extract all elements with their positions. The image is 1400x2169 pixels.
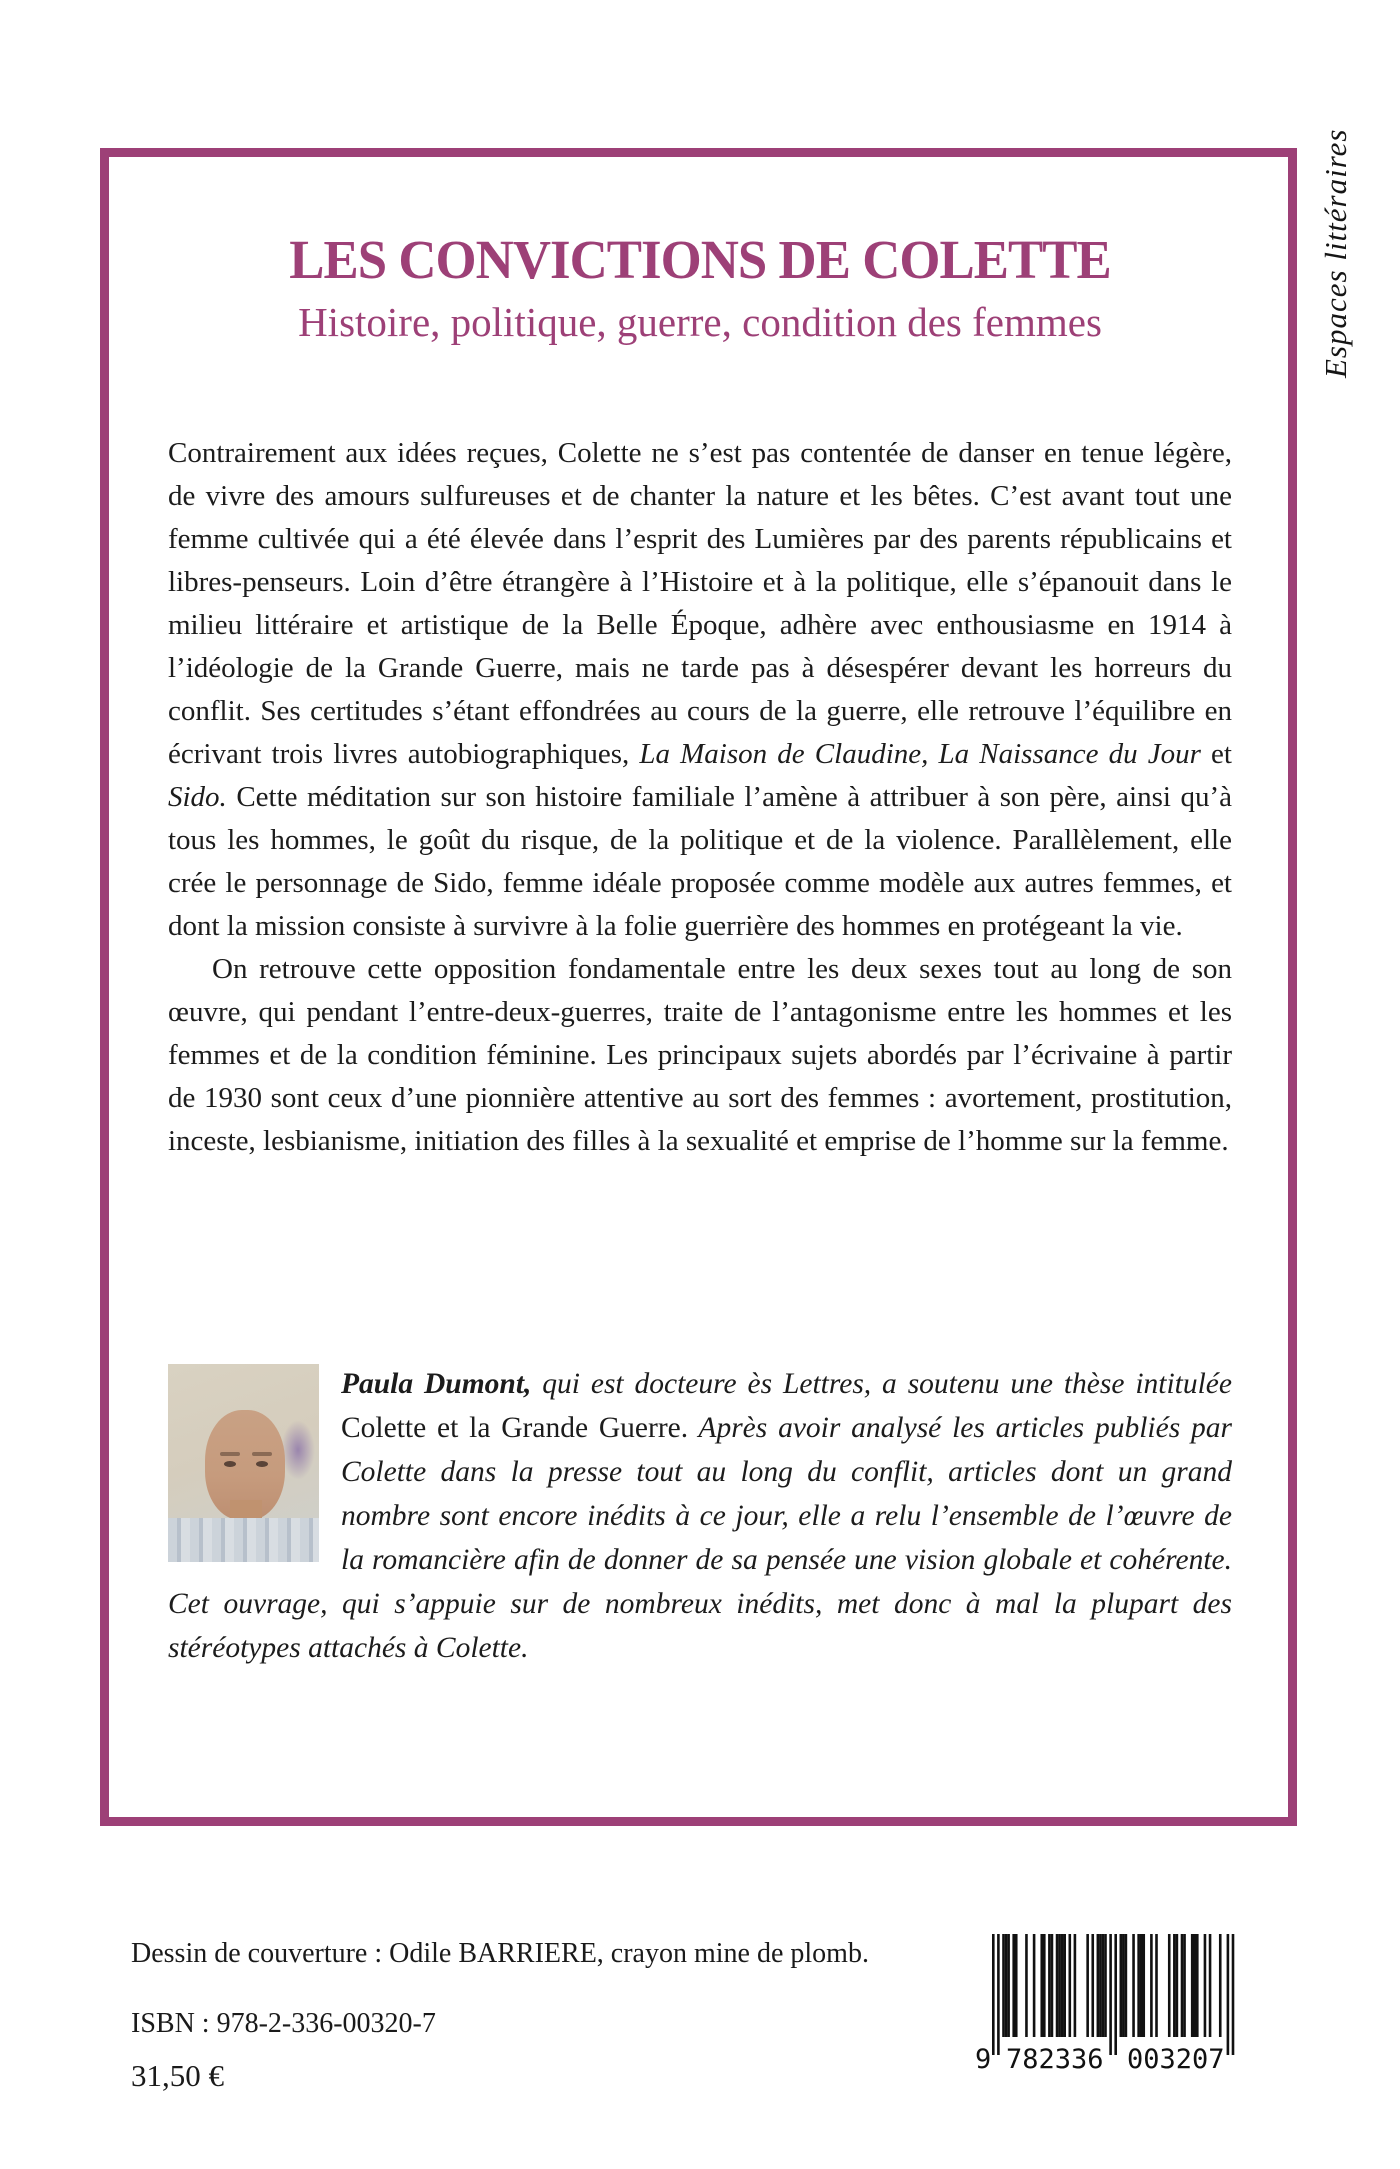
eye-shape <box>256 1461 268 1467</box>
barcode <box>975 1932 1241 2078</box>
barcode-digit-group: 003207 <box>1127 2044 1225 2075</box>
eye-shape <box>224 1461 236 1467</box>
synopsis-paragraph-1 <box>168 432 1232 948</box>
text-segment: Contrairement aux idées reçues, Colette ne s’est pas contentée de danser en tenue légère, de vivre des amours sulfureuses et de chanter la nature et les bêtes. C’est avant tout une femme cultivée qui a été élevée dans l’esprit des Lumières par des parents républicains et libres-penseurs. Loin d’être étrangère à l’Histoire et à la politique, elle s’épanouit dans le milieu littéraire et artistique de la Belle Époque, adhère avec enthousiasme en 1914 à l’idéologie de la Grande Guerre, mais ne tarde pas à désespérer devant les horreurs du conflit. Ses certitudes s’étant effondrées au cours de la guerre, elle retrouve l’équilibre en écrivant trois livres autobiographiques, <box>168 437 1232 770</box>
book-subtitle: Histoire, politique, guerre, condition des femmes <box>298 299 1102 345</box>
text-segment: Paula Dumont, <box>341 1368 532 1400</box>
barcode-digit-group: 782336 <box>1006 2044 1104 2075</box>
text-segment: et <box>1200 738 1232 770</box>
text-segment: Après avoir analysé les articles publiés par Colette dans la presse tout au long du conflit, articles dont un grand nombre sont encore inédits à ce jour, elle a relu l’ensemble de l’œuvre de la romancière afin de donner de sa pensée une vision globale et cohérente. Cet ouvrage, qui s’appuie sur de nombreux inédits, met donc à mal la plupart des stéréotypes attachés à Colette. <box>168 1412 1232 1664</box>
price: 31,50 € <box>131 2058 224 2093</box>
author-bio-block <box>168 1362 1232 1670</box>
isbn-line: ISBN : 978-2-336-00320-7 <box>131 2008 436 2039</box>
text-segment: On retrouve cette opposition fondamentale entre les deux sexes tout au long de son œuvre, qui pendant l’entre-deux-guerres, traite de l’antagonisme entre les hommes et les femmes et de la condition féminine. Les principaux sujets abordés par l’écrivaine à partir de 1930 sont ceux d’une pionnière attentive au sort des femmes : avortement, prostitution, inceste, lesbianisme, initiation des filles à la sexualité et emprise de l’homme sur la femme. <box>168 953 1232 1157</box>
text-segment: Sido. <box>168 781 227 813</box>
text-segment: Colette et la Grande Guerre. <box>341 1412 689 1444</box>
cover-credit: Dessin de couverture : Odile BARRIERE, crayon mine de plomb. <box>131 1938 869 1969</box>
barcode-digit-group: 9 <box>975 2044 992 2075</box>
synopsis-paragraph-2 <box>168 948 1232 1163</box>
synopsis-block <box>168 432 1232 1163</box>
author-photo <box>168 1364 319 1562</box>
text-segment: Cette méditation sur son histoire familiale l’amène à attribuer à son père, ainsi qu’à tous les hommes, le goût du risque, de la politique et de la violence. Parallèlement, elle crée le personnage de Sido, femme idéale proposée comme modèle aux autres femmes, et dont la mission consiste à survivre à la folie guerrière des hommes en protégeant la vie. <box>168 781 1232 942</box>
text-segment: La Maison de Claudine, La Naissance du Jour <box>639 738 1201 770</box>
brow-shape <box>252 1452 272 1456</box>
shirt-shape <box>168 1518 319 1562</box>
collection-label: Espaces littéraires <box>1318 128 1353 378</box>
text-segment: qui est docteure ès Lettres, a soutenu une thèse intitulée <box>531 1368 1232 1400</box>
book-title: LES CONVICTIONS DE COLETTE <box>289 229 1111 290</box>
barcode-digits <box>975 2044 1241 2074</box>
barcode-bars <box>975 1932 1241 2060</box>
brow-shape <box>220 1452 240 1456</box>
author-bio-text <box>168 1362 1232 1670</box>
